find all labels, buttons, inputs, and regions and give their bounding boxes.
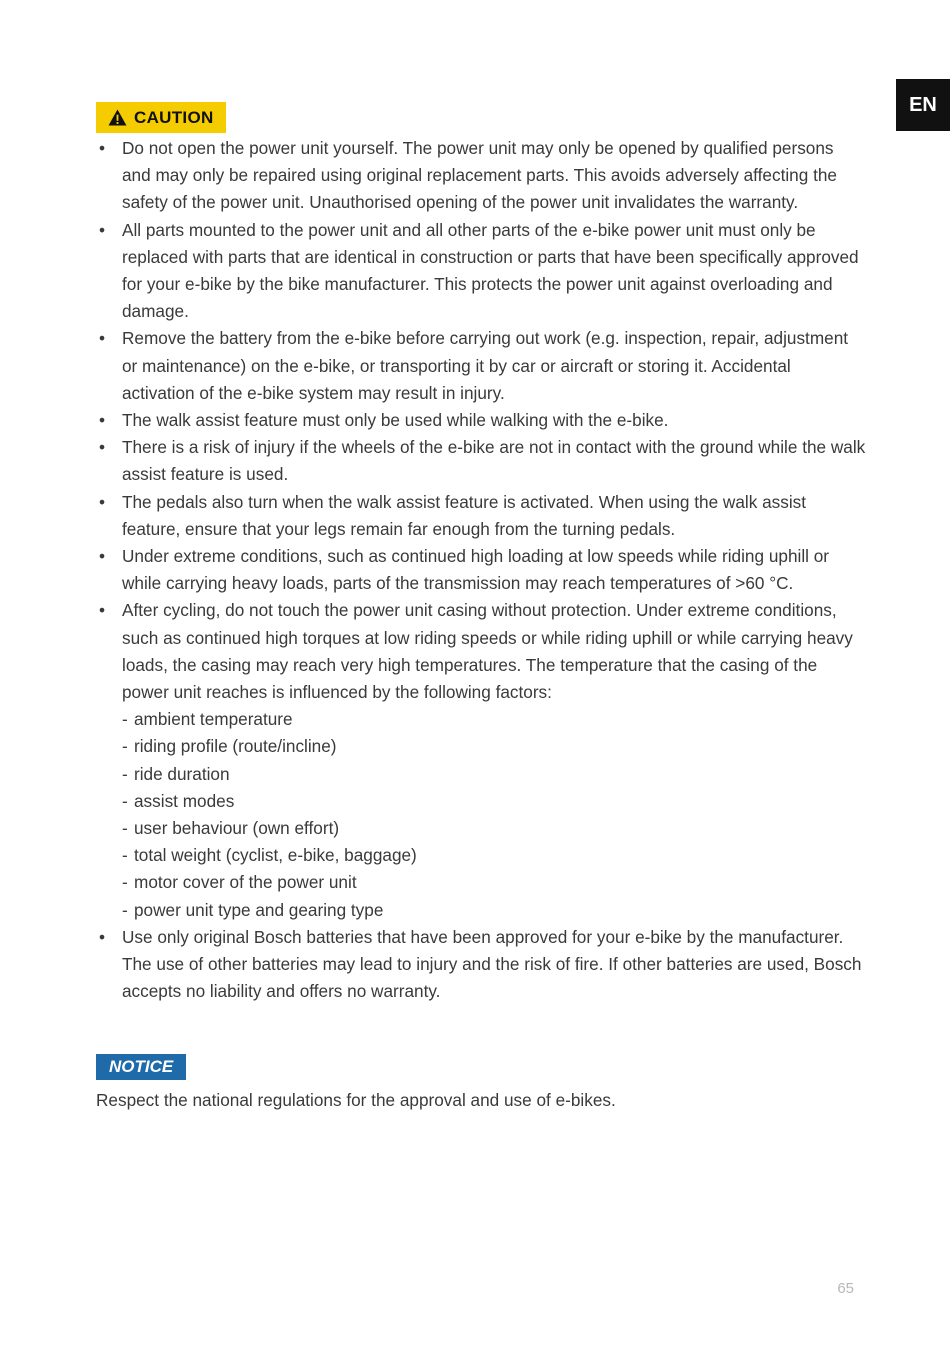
list-item: • All parts mounted to the power unit and all other parts of the e-bike power unit must only be replaced with parts that are identical in construction or parts that have been specifically approved for your e-bike by the bike manufacturer. This protects the power unit against overloading and damage. — [98, 219, 859, 322]
list-item: • Do not open the power unit yourself. The power unit may only be opened by qualified persons and may only be repaired using original replacement parts. This avoids adversely affecting the safety of the power unit. Unauthorised opening of the power unit invalidates the warranty. — [98, 138, 837, 213]
list-item: • Remove the battery from the e-bike before carrying out work (e.g. inspection, repair, adjustment or maintenance) on the e-bike, or transporting it by car or aircraft or storing it. Accidental activation of the e-bike system may result in injury. — [98, 328, 849, 403]
page-number: 65 — [837, 1280, 854, 1297]
warning-triangle-icon — [108, 109, 127, 126]
factor-item: - power unit type and gearing type — [122, 899, 384, 920]
factor-item: - ride duration — [122, 763, 230, 784]
list-item: • The walk assist feature must only be used while walking with the e-bike. — [98, 410, 669, 431]
factor-item: - motor cover of the power unit — [122, 872, 357, 893]
factor-item: - assist modes — [122, 790, 235, 811]
list-item: • Under extreme conditions, such as continued high loading at low speeds while riding uphill or while carrying heavy loads, parts of the transmission may reach temperatures of >60 °C. — [98, 546, 830, 594]
notice-badge — [96, 1054, 186, 1080]
factor-item: - user behaviour (own effort) — [122, 818, 340, 839]
notice-text: Respect the national regulations for the approval and use of e-bikes. — [96, 1090, 616, 1110]
factor-item: - total weight (cyclist, e-bike, baggage) — [122, 845, 417, 866]
list-item: • Use only original Bosch batteries that have been approved for your e-bike by the manufacturer. The use of other batteries may lead to injury and the risk of fire. If other batteries are used, Bosch accepts no liability and offers no warranty. — [98, 926, 862, 1002]
factor-list — [122, 706, 866, 924]
language-tab: EN — [896, 79, 950, 131]
caution-badge — [96, 102, 226, 133]
list-item: • The pedals also turn when the walk assist feature is activated. When using the walk assist feature, ensure that your legs remain far enough from the turning pedals. — [98, 491, 807, 539]
notice-label: NOTICE — [109, 1057, 174, 1076]
list-item: • After cycling, do not touch the power unit casing without protection. Under extreme conditions, such as continued high torques at low riding speeds or while riding uphill or while carrying heavy loads, the casing may reach very high temperatures. The temperature that the casing of the power unit reaches is influenced by the following factors: - ambient temperature - riding profile (route/incline) - ride duration - assist modes - user behaviour (own effort) - total weight (cyclist, e-bike, baggage) - motor cover of the power unit - power unit type and gearing type — [96, 597, 866, 923]
factor-item: - riding profile (route/incline) — [122, 736, 337, 757]
list-item: • There is a risk of injury if the wheels of the e-bike are not in contact with the ground while the walk assist feature is used. — [98, 437, 866, 485]
caution-list — [96, 135, 866, 1006]
factor-item: - ambient temperature — [122, 709, 293, 730]
caution-label: CAUTION — [134, 107, 214, 127]
